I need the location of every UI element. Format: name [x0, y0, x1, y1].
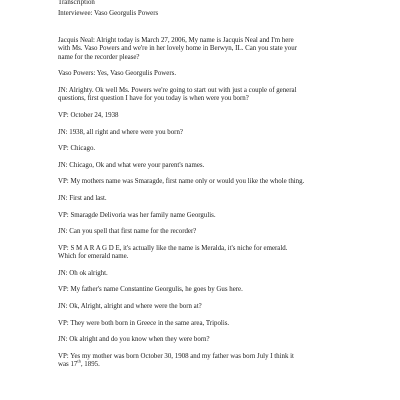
transcript-line: JN: Chicago, Ok and what were your parent's names.: [58, 161, 205, 169]
superscript-ordinal: th: [77, 358, 81, 364]
transcript-line: JN: First and last.: [58, 195, 107, 202]
transcript-line: VP: My mothers name was Smaragde, first name only or would you like the whole thing.: [58, 178, 305, 186]
transcript-line: Which for emerald name.: [58, 253, 129, 261]
interviewee-line: Interviewee: Vaso Georgulis Powers: [58, 10, 159, 17]
transcript-line: JN: Oh ok alright.: [58, 269, 108, 277]
transcript-line: VP: Smaragde Delivoria was her family name Georgulis.: [58, 211, 216, 219]
transcript-line: JN: Ok, Alright, alright and where were the born at?: [58, 303, 202, 310]
transcript-text: , 1895.: [80, 361, 100, 369]
document-title: Transcription: [58, 0, 95, 6]
transcript-line: JN: Ok alright and do you know when they were born?: [58, 336, 210, 344]
transcript-line: VP: They were both born in Greece in the same area, Tripolis.: [58, 319, 230, 327]
transcript-line: VP: October 24, 1938: [58, 112, 119, 119]
transcript-line: [58, 360, 100, 369]
transcript-line: VP: Yes my mother was born October 30, 1908 and my father was born July I think it: [58, 352, 294, 360]
transcript-line: VP: My father's name Constantine Georgulis, he goes by Gus here.: [58, 286, 243, 294]
transcript-line: name for the recorder please?: [58, 53, 140, 61]
transcript-line: Jacquis Neal: Alright today is March 27, 2006, My name is Jacquis Neal and I'm here: [58, 37, 294, 44]
transcript-text: was 17: [58, 361, 78, 369]
transcript-line: JN: Alrighty. Ok well Ms. Powers we're going to start out with just a couple of general: [58, 87, 297, 94]
transcript-line: VP: S M A R A G D E, it's actually like the name is Meralda, it's niche for emerald.: [58, 244, 288, 252]
transcript-line: VP: Chicago.: [58, 145, 96, 153]
transcript-line: JN: 1938, all right and where were you born?: [58, 128, 183, 136]
transcript-line: with Ms. Vaso Powers and we're in her lovely home in Berwyn, IL. Can you state your: [58, 45, 297, 53]
transcript-line: JN: Can you spell that first name for the recorder?: [58, 228, 197, 236]
transcript-line: questions, first question I have for you today is when were you born?: [58, 95, 249, 103]
transcript-line: Vaso Powers: Yes, Vaso Georgulis Powers.: [58, 70, 177, 78]
